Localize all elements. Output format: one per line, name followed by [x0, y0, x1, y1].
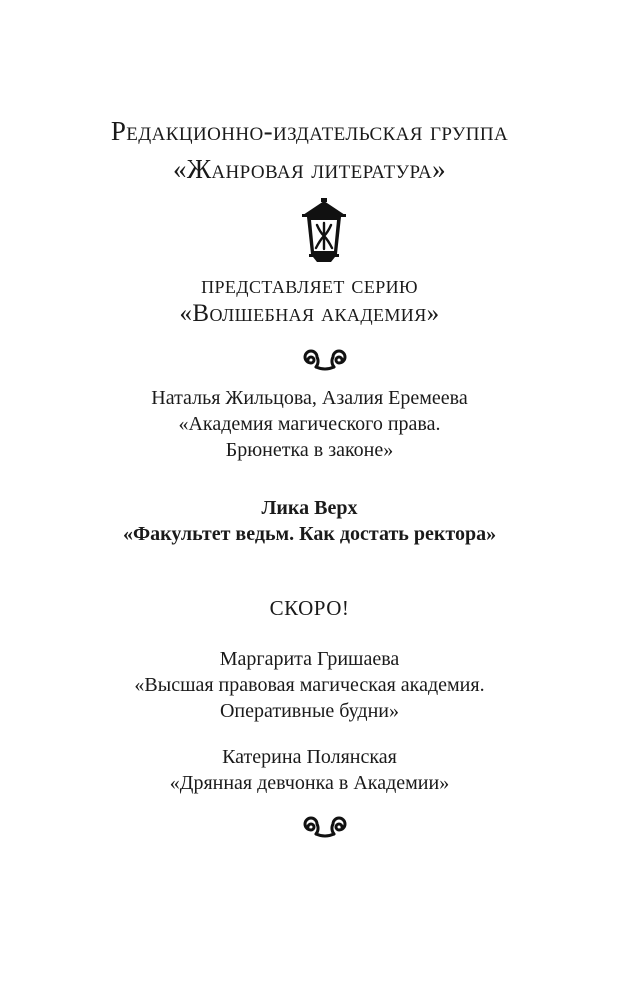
book-1-title-line1: «Академия магического права.: [178, 413, 441, 435]
book-1-title-line2: Брюнетка в законе»: [225, 439, 394, 461]
series-intro-line: представляет серию: [201, 272, 418, 299]
upcoming-1-title-line1: «Высшая правовая магическая академия.: [134, 674, 485, 696]
lantern-logo-icon: [301, 198, 347, 262]
book-1-author: Наталья Жильцова, Азалия Еремеева: [151, 387, 468, 409]
double-spiral-ornament-icon: [297, 349, 353, 371]
double-spiral-ornament-icon: [297, 816, 353, 838]
upcoming-1-author: Маргарита Гришаева: [219, 648, 400, 670]
book-2-author: Лика Верх: [261, 497, 358, 519]
upcoming-1-title-line2: Оперативные будни»: [219, 700, 400, 722]
book-2-title-line1: «Факультет ведьм. Как достать ректора»: [122, 523, 497, 545]
upcoming-2-title-line1: «Дрянная девчонка в Академии»: [169, 772, 450, 794]
series-name-line: «Волшебная академия»: [179, 300, 440, 327]
publisher-name-line1: Редакционно-издательская группа: [110, 116, 509, 146]
coming-soon-heading: СКОРО!: [269, 596, 350, 620]
upcoming-2-author: Катерина Полянская: [222, 746, 397, 768]
publisher-name-line2: «Жанровая литература»: [172, 154, 447, 184]
